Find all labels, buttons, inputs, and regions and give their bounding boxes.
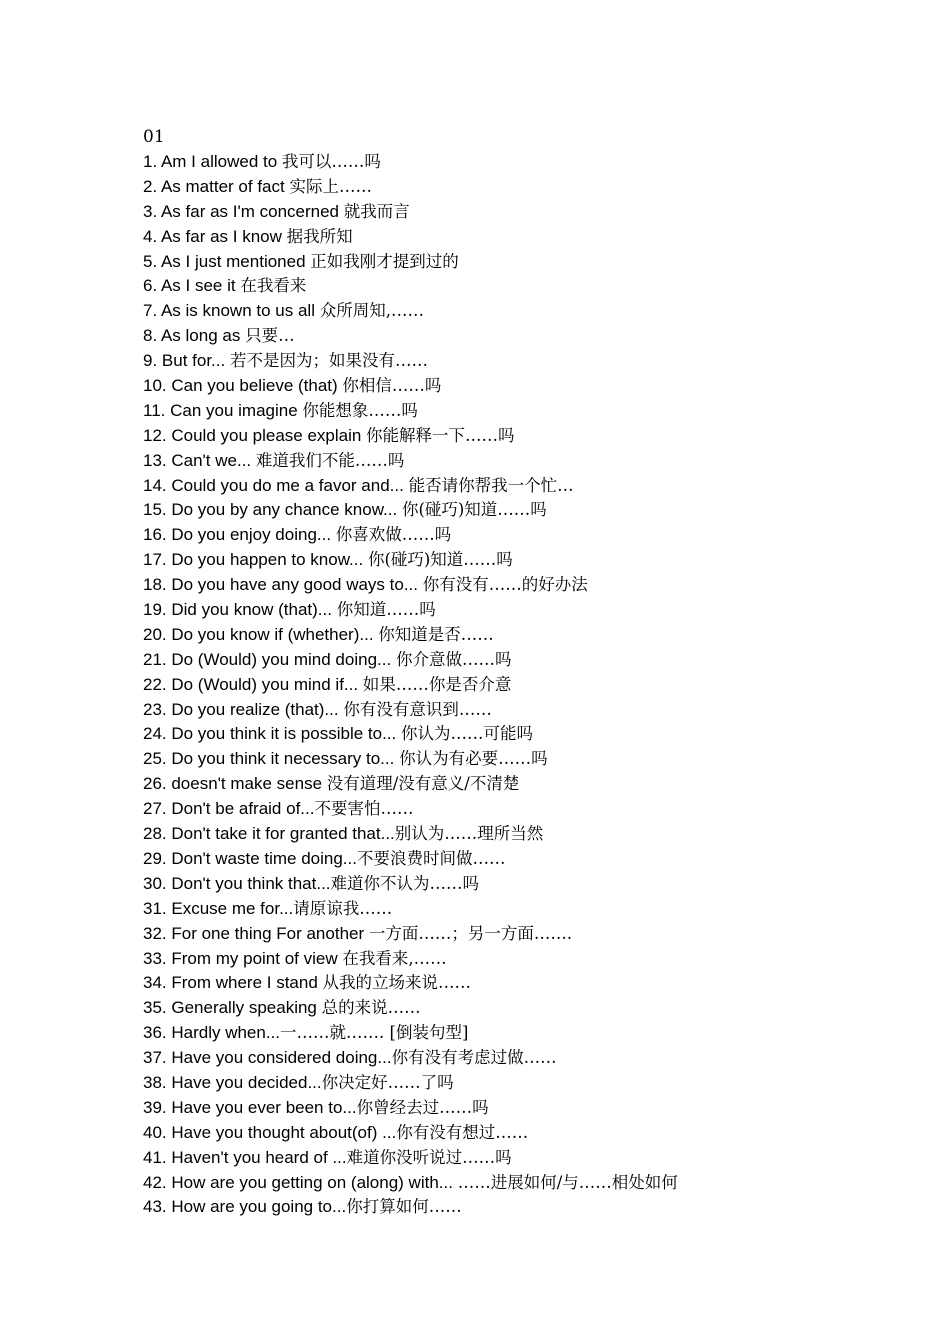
phrase-english: 26. doesn't make sense xyxy=(143,774,327,794)
phrase-list xyxy=(143,150,923,1220)
phrase-chinese: 我可以……吗 xyxy=(281,152,381,171)
phrase-chinese: 正如我刚才提到过的 xyxy=(310,251,459,271)
section-number: 01 xyxy=(143,127,165,147)
phrase-chinese: 从我的立场来说…… xyxy=(322,973,472,993)
phrase-item xyxy=(143,673,923,698)
phrase-chinese: 你决定好……了吗 xyxy=(321,1072,454,1092)
phrase-chinese: 你能想象……吗 xyxy=(302,400,418,420)
phrase-english: 27. Don't be afraid of... xyxy=(143,799,315,819)
phrase-item xyxy=(143,847,923,872)
phrase-english: 22. Do (Would) you mind if... xyxy=(143,674,363,694)
phrase-english: 23. Do you realize (that)... xyxy=(143,699,344,719)
phrase-english: 9. But for... xyxy=(143,351,230,371)
phrase-english: 33. From my point of view xyxy=(143,948,343,968)
phrase-chinese: 你知道……吗 xyxy=(336,600,436,620)
phrase-english: 16. Do you enjoy doing... xyxy=(143,525,336,545)
phrase-english: 6. As I see it xyxy=(143,276,241,296)
phrase-item xyxy=(143,1121,923,1146)
phrase-item xyxy=(143,971,923,996)
phrase-item xyxy=(143,822,923,847)
phrase-english: 25. Do you think it necessary to... xyxy=(143,749,400,769)
phrase-chinese: 你有没有考虑过做…… xyxy=(391,1048,557,1068)
phrase-item xyxy=(143,598,923,623)
phrase-english: 2. As matter of fact xyxy=(143,176,290,196)
phrase-english: 14. Could you do me a favor and... xyxy=(143,475,409,495)
phrase-item xyxy=(143,623,923,648)
phrase-english: 5. As I just mentioned xyxy=(143,251,311,271)
phrase-item xyxy=(143,996,923,1021)
phrase-item xyxy=(143,573,923,598)
phrase-item xyxy=(143,150,923,175)
phrase-english: 10. Can you believe (that) xyxy=(143,376,343,396)
phrase-english: 31. Excuse me for... xyxy=(143,898,294,918)
phrase-item xyxy=(143,324,923,349)
phrase-chinese: 你能解释一下……吗 xyxy=(366,425,515,445)
phrase-english: 37. Have you considered doing... xyxy=(143,1048,392,1068)
phrase-chinese: 难道你不认为……吗 xyxy=(330,873,480,893)
phrase-item xyxy=(143,548,923,573)
phrase-chinese: 一方面……；另一方面……. xyxy=(368,923,573,943)
phrase-english: 1. Am I allowed to xyxy=(143,152,282,171)
phrase-item xyxy=(143,1146,923,1171)
phrase-item xyxy=(143,1096,923,1121)
phrase-english: 12. Could you please explain xyxy=(143,425,367,445)
phrase-item xyxy=(143,474,923,499)
phrase-item xyxy=(143,1046,923,1071)
phrase-english: 41. Haven't you heard of ... xyxy=(143,1147,347,1167)
phrase-chinese: 一……就……. [倒装句型] xyxy=(280,1023,469,1043)
phrase-item xyxy=(143,872,923,897)
phrase-chinese: 你(碰巧)知道……吗 xyxy=(401,500,547,520)
phrase-item xyxy=(143,449,923,474)
phrase-chinese: 你介意做……吗 xyxy=(395,649,512,669)
phrase-chinese: 你喜欢做……吗 xyxy=(335,525,452,545)
phrase-item xyxy=(143,523,923,548)
phrase-item xyxy=(143,1071,923,1096)
phrase-item xyxy=(143,349,923,374)
phrase-english: 24. Do you think it is possible to... xyxy=(143,724,401,744)
phrase-chinese: ……进展如何/与……相处如何 xyxy=(457,1172,678,1192)
phrase-chinese: 难道我们不能……吗 xyxy=(255,450,405,470)
phrase-chinese: 你有没有……的好办法 xyxy=(422,575,588,595)
phrase-item xyxy=(143,374,923,399)
phrase-english: 38. Have you decided... xyxy=(143,1072,322,1092)
phrase-chinese: 你有没有想过…… xyxy=(396,1122,529,1142)
phrase-english: 32. For one thing For another xyxy=(143,923,369,943)
phrase-chinese: 众所周知,…… xyxy=(319,301,424,321)
phrase-chinese: 你有没有意识到…… xyxy=(343,699,492,719)
phrase-item xyxy=(143,274,923,299)
phrase-chinese: 难道你没听说过……吗 xyxy=(346,1147,512,1167)
phrase-chinese: 你(碰巧)知道……吗 xyxy=(367,550,513,570)
phrase-chinese: 能否请你帮我一个忙… xyxy=(408,475,574,495)
phrase-english: 29. Don't waste time doing... xyxy=(143,848,357,868)
phrase-english: 40. Have you thought about(of) ... xyxy=(143,1122,397,1142)
phrase-chinese: 据我所知 xyxy=(286,226,353,246)
phrase-english: 4. As far as I know xyxy=(143,226,287,246)
phrase-item xyxy=(143,225,923,250)
phrase-item xyxy=(143,1195,923,1220)
phrase-chinese: 别认为……理所当然 xyxy=(394,824,544,844)
phrase-chinese: 如果……你是否介意 xyxy=(362,674,512,694)
phrase-item xyxy=(143,722,923,747)
phrase-item xyxy=(143,698,923,723)
phrase-english: 28. Don't take it for granted that... xyxy=(143,824,395,844)
phrase-english: 8. As long as xyxy=(143,326,246,346)
phrase-item xyxy=(143,1021,923,1046)
phrase-chinese: 你认为……可能吗 xyxy=(400,724,533,744)
document-page xyxy=(143,124,923,1220)
phrase-chinese: 没有道理/没有意义/不清楚 xyxy=(326,774,520,794)
phrase-chinese: 就我而言 xyxy=(343,201,410,221)
phrase-chinese: 只要… xyxy=(245,326,295,346)
phrase-english: 42. How are you getting on (along) with... xyxy=(143,1172,458,1192)
phrase-chinese: 不要害怕…… xyxy=(314,799,414,819)
phrase-item xyxy=(143,399,923,424)
phrase-chinese: 你知道是否…… xyxy=(378,624,494,644)
phrase-item xyxy=(143,424,923,449)
phrase-item xyxy=(143,772,923,797)
phrase-chinese: 请原谅我…… xyxy=(293,898,393,918)
phrase-english: 39. Have you ever been to... xyxy=(143,1097,357,1117)
phrase-english: 30. Don't you think that... xyxy=(143,873,331,893)
phrase-chinese: 你认为有必要……吗 xyxy=(399,749,548,769)
phrase-chinese: 在我看来 xyxy=(240,276,307,296)
phrase-chinese: 实际上…… xyxy=(289,176,372,196)
phrase-english: 43. How are you going to... xyxy=(143,1197,347,1217)
phrase-english: 18. Do you have any good ways to... xyxy=(143,575,423,595)
phrase-item xyxy=(143,797,923,822)
phrase-english: 20. Do you know if (whether)... xyxy=(143,624,379,644)
phrase-chinese: 在我看来,…… xyxy=(342,948,447,968)
phrase-item xyxy=(143,747,923,772)
phrase-item xyxy=(143,922,923,947)
phrase-english: 19. Did you know (that)... xyxy=(143,600,337,620)
phrase-english: 13. Can't we... xyxy=(143,450,256,470)
phrase-chinese: 不要浪费时间做…… xyxy=(356,848,506,868)
phrase-chinese: 若不是因为；如果没有…… xyxy=(229,351,428,371)
phrase-english: 15. Do you by any chance know... xyxy=(143,500,402,520)
phrase-english: 11. Can you imagine xyxy=(143,400,303,420)
phrase-english: 35. Generally speaking xyxy=(143,998,322,1018)
phrase-item xyxy=(143,200,923,225)
phrase-chinese: 你曾经去过……吗 xyxy=(356,1097,489,1117)
phrase-chinese: 总的来说…… xyxy=(321,998,421,1018)
phrase-item xyxy=(143,498,923,523)
phrase-item xyxy=(143,175,923,200)
phrase-chinese: 你打算如何…… xyxy=(346,1197,462,1217)
phrase-item xyxy=(143,1171,923,1196)
phrase-item xyxy=(143,947,923,972)
phrase-chinese: 你相信……吗 xyxy=(342,376,442,396)
phrase-english: 7. As is known to us all xyxy=(143,301,320,321)
phrase-english: 21. Do (Would) you mind doing... xyxy=(143,649,396,669)
phrase-item xyxy=(143,897,923,922)
phrase-item xyxy=(143,648,923,673)
phrase-english: 36. Hardly when... xyxy=(143,1023,281,1043)
phrase-english: 34. From where I stand xyxy=(143,973,323,993)
phrase-english: 3. As far as I'm concerned xyxy=(143,201,344,221)
phrase-item xyxy=(143,250,923,275)
phrase-english: 17. Do you happen to know... xyxy=(143,550,368,570)
phrase-item xyxy=(143,299,923,324)
